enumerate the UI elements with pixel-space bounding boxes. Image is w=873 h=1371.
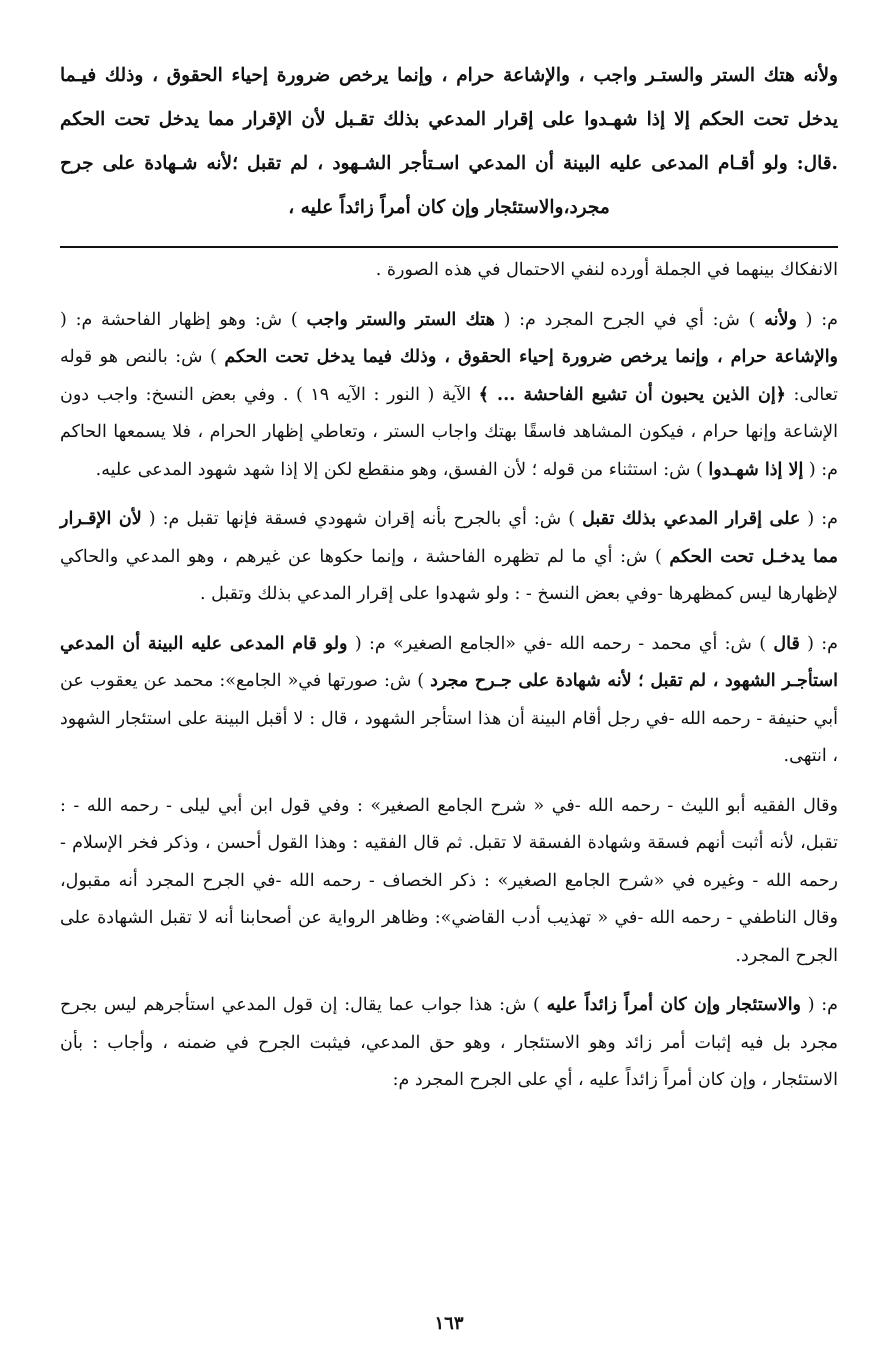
quoted-text: إلا إذا شهـدوا <box>708 459 804 480</box>
text-span: ) ش: أي في الجرح المجرد م: ( <box>494 309 765 330</box>
commentary-paragraph-1: الانفكاك بينهما في الجملة أورده لنفي الاحتمال في هذه الصورة . <box>375 260 838 280</box>
quoted-text: والاستئجار وإن كان أمراً زائداً عليه <box>546 995 802 1015</box>
commentary-paragraph-2 <box>60 302 838 490</box>
page-number: ١٦٣ <box>434 1313 464 1334</box>
text-span: م: ( <box>800 509 838 529</box>
quoted-text: لأن الإقـرار مما يدخـل تحت الحكم <box>60 509 838 567</box>
text-span: م: ( <box>796 309 838 330</box>
page-content <box>60 44 838 1334</box>
quoted-text: هتك الستر والستر واجب <box>306 309 495 330</box>
quoted-text: والإشاعة حرام ، وإنما يرخص ضرورة إحياء الحقوق ، وذلك فيما يدخل تحت الحكم <box>224 347 839 367</box>
commentary-paragraph-4 <box>60 626 838 776</box>
text-span: ) ش: أي محمد - رحمه الله -في «الجامع الصغير» م: ( <box>347 633 774 654</box>
text-span: ) ش: بالنص هو قوله تعالى: <box>60 347 838 405</box>
text-span: ) ش: استثناء من قوله ؛ لأن الفسق، وهو منقطع لكن إلا إذا شهد شهود المدعى عليه. <box>95 459 709 480</box>
commentary-paragraph-5: وقال الفقيه أبو الليث - رحمه الله -في « شرح الجامع الصغير» : وفي قول ابن أبي ليلى - رحمه الله - : تقبل، لأنه أثبت أنهم فسقة وشهادة الفسقة لا تقبل. ثم قال الفقيه : وهذا القول أحسن ، وذكر فخر الإسلام - رحمه الله - وغيره في «شرح الجامع الصغير» : ذكر الخصاف - رحمه الله -في الجرح المجرد أنه مقبول، وقال الناطفي - رحمه الله -في « تهذيب أدب القاضي»: وظاهر الرواية عن أصحابنا أنه لا تقبل الشهادة على الجرح المجرد. <box>60 795 838 966</box>
text-span: ) ش: وهو إظهار الفاحشة م: ( <box>60 309 307 330</box>
text-span: ) ش: صورتها في« الجامع»: محمد عن يعقوب عن أبي حنيفة - رحمه الله -في رجل أقام البينة أن هذا استأجر الشهود ، قال : لا أقبل البينة على استئجار الشهود ، انتهى. <box>60 671 838 766</box>
text-span: ) ش: أي ما لم تظهره الفاحشة ، وإنما حكوها عن غيرهم ، وهو المدعي والحاكي لإظهارها ليس كمظهرها -وفي بعض النسخ - : ولو شهدوا على إقرار المدعي بذلك وتقبل . <box>60 546 838 604</box>
commentary-paragraph-3 <box>60 501 838 614</box>
text-span: م: ( <box>801 995 839 1015</box>
quoted-text: قال <box>773 633 800 654</box>
text-span: ) ش: هذا جواب عما يقال: إن قول المدعي استأجرهم ليس بجرح مجرد بل فيه إثبات أمر زائد وهو الاستئجار ، وهو حق المدعي، فيثبت الجرح في ضمنه ، وأجاب : بأن الاستئجار ، وإن كان أمراً زائداً عليه ، أي على الجرح المجرد م: <box>60 995 838 1090</box>
text-span: الآية ( النور : الآيه ١٩ ) . وفي بعض النسخ: واجب دون الإشاعة وإنها حرام ، فيكون المشاهد فاسقًا بهتك واجاب الستر ، وتعاطي إظهار الحرام ، فلا يسمعها الحاكم م: ( <box>60 384 838 480</box>
quoted-text: ولأنه <box>764 309 797 330</box>
quoted-text: على إقرار المدعي بذلك تقبل <box>582 509 801 529</box>
quoted-text: ولو قام المدعى عليه البينة أن المدعي استأجـر الشهود ، لم تقبل ؛ لأنه شهادة على جـرح مجرد <box>60 633 838 691</box>
quran-verse: ﴿إن الذين يحبون أن تشيع الفاحشة ... ﴾ <box>478 384 786 405</box>
main-text-matn: ولأنه هتك الستر والستـر واجب ، والإشاعة حرام ، وإنما يرخص ضرورة إحياء الحقوق ، وذلك فيـما يدخل تحت الحكم إلا إذا شهـدوا على إقرار المدعي بذلك تقـبل لأن الإقرار مما يدخل تحت الحكم .قال: ولو أقـام المدعى عليه البينة أن المدعي اسـتأجر الشـهود ، لم تقبل ؛لأنه شـهادة على جرح مجرد،والاستئجار وإن كان أمراً زائداً عليه ، <box>60 65 838 218</box>
text-span: م: ( <box>799 633 839 654</box>
text-span: ) ش: أي بالجرح بأنه إقران شهودي فسقة فإنها تقبل م: ( <box>141 509 583 529</box>
commentary-paragraph-6 <box>60 987 838 1100</box>
separator-rule <box>60 246 838 248</box>
